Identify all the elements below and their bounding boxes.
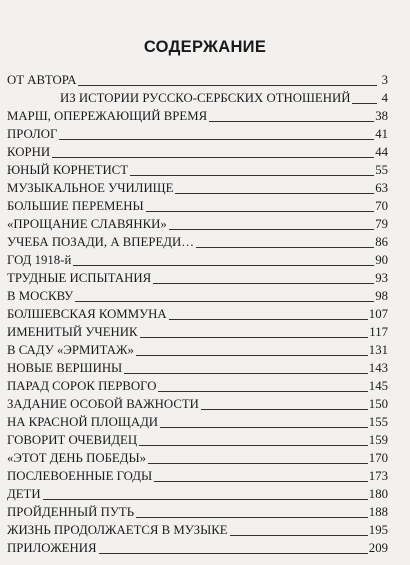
toc-leader-line [136, 354, 368, 356]
toc-entry-page: 86 [375, 235, 388, 249]
toc-entry-title: ЖИЗНЬ ПРОДОЛЖАЕТСЯ В МУЗЫКЕ [7, 523, 228, 537]
toc-entry-title: В МОСКВУ [7, 289, 74, 303]
toc-leader-line [154, 480, 368, 482]
toc-entry-page: 195 [368, 523, 388, 537]
toc-leader-line [201, 408, 368, 410]
toc-leader-line [148, 462, 368, 464]
toc-entry-page: 41 [375, 127, 388, 141]
toc-leader-line [124, 372, 368, 374]
toc-entry [7, 340, 388, 358]
toc-leader-line [169, 318, 368, 320]
toc-entry-page: 55 [375, 163, 388, 177]
toc-entry [7, 520, 388, 538]
toc-leader-line [73, 264, 374, 266]
toc-entry [7, 196, 388, 214]
toc-entry [7, 178, 388, 196]
toc-entry-page: 145 [368, 379, 388, 393]
toc-entry-title: ПАРАД СОРОК ПЕРВОГО [7, 379, 157, 393]
toc-entry [7, 466, 388, 484]
toc-entry-title: БОЛШЕВСКАЯ КОММУНА [7, 307, 167, 321]
toc-leader-line [175, 192, 374, 194]
toc-leader-line [352, 102, 377, 104]
toc-entry-page: 3 [381, 73, 388, 87]
toc-entry-page: 79 [375, 217, 388, 231]
toc-entry [7, 412, 388, 430]
toc-leader-line [140, 336, 369, 338]
toc-entry-page: 98 [375, 289, 388, 303]
toc-entry [7, 430, 388, 448]
toc-entry-page: 173 [368, 469, 388, 483]
toc-entry [7, 142, 388, 160]
toc-entry-title: ПОСЛЕВОЕННЫЕ ГОДЫ [7, 469, 153, 483]
toc-entry-title: ИМЕНИТЫЙ УЧЕНИК [7, 325, 138, 339]
toc-entry [7, 214, 388, 232]
toc-entry [7, 376, 388, 394]
toc-entry [7, 502, 388, 520]
toc-entry [7, 304, 388, 322]
toc-leader-line [139, 444, 368, 446]
toc-entry [7, 232, 388, 250]
toc-entry-title: УЧЕБА ПОЗАДИ, А ВПЕРЕДИ… [7, 235, 195, 249]
toc-entry-page: 180 [368, 487, 388, 501]
toc-leader-line [59, 138, 374, 140]
toc-entry-page: 188 [368, 505, 388, 519]
toc-leader-line [160, 426, 368, 428]
toc-entry-title: МАРШ, ОПЕРЕЖАЮЩИЙ ВРЕМЯ [7, 109, 208, 123]
toc-entry [7, 448, 388, 466]
toc-entry-page: 38 [375, 109, 388, 123]
toc-leader-line [230, 534, 368, 536]
toc-entry-title: МУЗЫКАЛЬНОЕ УЧИЛИЩЕ [7, 181, 174, 195]
toc-entry-page: 117 [369, 325, 388, 339]
toc-entry-page: 63 [375, 181, 388, 195]
toc-leader-line [196, 246, 374, 248]
toc-leader-line [43, 498, 368, 500]
toc-entry-title: ПРОЙДЕННЫЙ ПУТЬ [7, 505, 135, 519]
toc-entry-page: 170 [368, 451, 388, 465]
toc-entry-title: ТРУДНЫЕ ИСПЫТАНИЯ [7, 271, 152, 285]
toc-entry-title: ГОВОРИТ ОЧЕВИДЕЦ [7, 433, 138, 447]
toc-leader-line [158, 390, 367, 392]
toc-entry-title: ПРИЛОЖЕНИЯ [7, 541, 97, 555]
toc-entry [7, 538, 388, 556]
toc-leader-line [153, 282, 374, 284]
toc-entry-page: 90 [375, 253, 388, 267]
toc-entry [7, 484, 388, 502]
toc-entry-page: 107 [368, 307, 388, 321]
toc-leader-line [146, 210, 375, 212]
toc-entry-title: ОТ АВТОРА [7, 73, 77, 87]
toc-leader-line [78, 84, 377, 86]
toc-leader-line [169, 228, 374, 230]
toc-entry [7, 394, 388, 412]
toc-entry [7, 250, 388, 268]
toc-entry [7, 286, 388, 304]
toc-entry-title: ИЗ ИСТОРИИ РУССКО-СЕРБСКИХ ОТНОШЕНИЙ [60, 91, 351, 105]
page-title: СОДЕРЖАНИЕ [143, 38, 267, 56]
toc-entry-page: 131 [368, 343, 388, 357]
toc-entry [7, 124, 388, 142]
toc-entry-title: ДЕТИ [7, 487, 41, 501]
toc-entry-title: БОЛЬШИЕ ПЕРЕМЕНЫ [7, 199, 144, 213]
toc-entry [7, 358, 388, 376]
toc-leader-line [209, 120, 374, 122]
toc-entry-title: В САДУ «ЭРМИТАЖ» [7, 343, 134, 357]
toc-entry-page: 93 [375, 271, 388, 285]
toc-entry-page: 159 [368, 433, 388, 447]
toc-entry [60, 88, 388, 106]
toc-leader-line [136, 516, 368, 518]
toc-entry-title: НОВЫЕ ВЕРШИНЫ [7, 361, 123, 375]
toc-leader-line [99, 552, 368, 554]
toc-leader-line [52, 156, 374, 158]
toc-entry [7, 70, 388, 88]
toc-leader-line [130, 174, 374, 176]
toc-entry-title: «ПРОЩАНИЕ СЛАВЯНКИ» [7, 217, 167, 231]
toc-entry-title: «ЭТОТ ДЕНЬ ПОБЕДЫ» [7, 451, 147, 465]
toc-entry-title: ЮНЫЙ КОРНЕТИСТ [7, 163, 129, 177]
toc-leader-line [75, 300, 374, 302]
toc-entry-page: 4 [381, 91, 388, 105]
toc-entry-page: 143 [368, 361, 388, 375]
toc-entry-page: 150 [368, 397, 388, 411]
toc-entry-page: 70 [375, 199, 388, 213]
toc-entry-title: ЗАДАНИЕ ОСОБОЙ ВАЖНОСТИ [7, 397, 199, 411]
toc-entry-title: ГОД 1918-й [7, 253, 72, 267]
toc-entry-title: НА КРАСНОЙ ПЛОЩАДИ [7, 415, 159, 429]
toc-entry-page: 44 [375, 145, 388, 159]
toc-entry-page: 209 [368, 541, 388, 555]
toc-entry [7, 268, 388, 286]
toc-entry [7, 106, 388, 124]
toc-entry [7, 322, 388, 340]
toc-entry [7, 160, 388, 178]
toc-entry-title: КОРНИ [7, 145, 51, 159]
toc-entry-title: ПРОЛОГ [7, 127, 58, 141]
toc-entry-page: 155 [368, 415, 388, 429]
